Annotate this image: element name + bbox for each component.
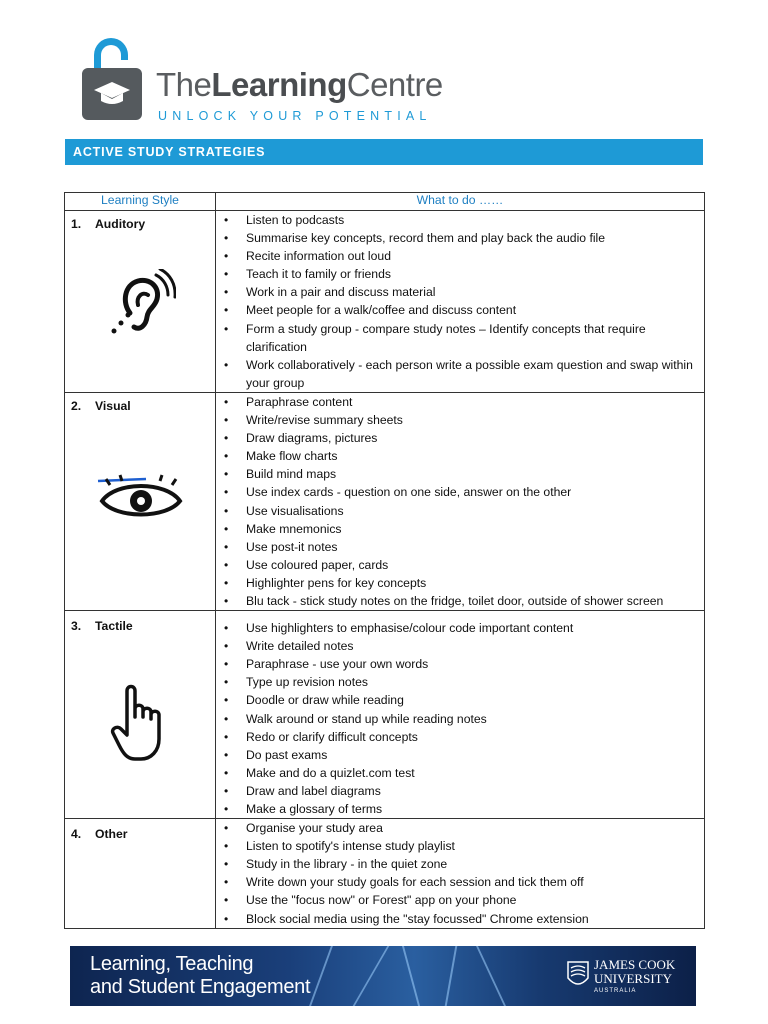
list-item: • Doodle or draw while reading [246, 691, 704, 709]
list-item: • Make and do a quizlet.com test [246, 764, 704, 782]
graduation-cap-icon [92, 78, 132, 110]
list-item: • Study in the library - in the quiet zone [246, 855, 704, 873]
style-label: Visual [95, 398, 131, 413]
list-item: • Listen to spotify's intense study playlist [246, 837, 704, 855]
list-item: • Teach it to family or friends [246, 265, 704, 283]
learning-centre-logo [80, 38, 443, 128]
list-item: • Make a glossary of terms [246, 800, 704, 818]
brand-name: TheLearningCentre [156, 66, 443, 103]
list-item: • Blu tack - stick study notes on the fridge, toilet door, outside of shower screen [246, 592, 704, 610]
list-item: • Use index cards - question on one side, answer on the other [246, 483, 704, 501]
table-row [65, 819, 705, 929]
footer-title: Learning, Teaching and Student Engagement [90, 953, 311, 998]
list-item: • Redo or clarify difficult concepts [246, 728, 704, 746]
list-item: • Summarise key concepts, record them and play back the audio file [246, 229, 704, 247]
style-cell-other [65, 819, 216, 929]
list-item: • Use visualisations [246, 502, 704, 520]
style-label: Auditory [95, 217, 146, 231]
list-item: • Draw diagrams, pictures [246, 429, 704, 447]
table-row [65, 611, 705, 819]
list-item: • Work in a pair and discuss material [246, 283, 704, 301]
actions-cell [216, 819, 705, 929]
hearing-icon [106, 269, 176, 349]
eye-icon [96, 473, 186, 523]
university-crest-icon [566, 960, 590, 990]
list-item: • Write/revise summary sheets [246, 411, 704, 429]
university-logo: JAMES COOK UNIVERSITY AUSTRALIA [566, 958, 678, 998]
list-item: • Organise your study area [246, 819, 704, 837]
list-item: • Write down your study goals for each session and tick them off [246, 873, 704, 891]
style-cell-tactile [65, 611, 216, 819]
padlock-icon [82, 68, 142, 120]
style-number: 2. [71, 398, 82, 413]
list-item: • Draw and label diagrams [246, 782, 704, 800]
style-number: 3. [71, 619, 82, 634]
table-row [65, 392, 705, 610]
tagline: UNLOCK YOUR POTENTIAL [158, 109, 432, 123]
style-number: 4. [71, 827, 82, 842]
list-item: • Recite information out loud [246, 247, 704, 265]
strategies-table [64, 192, 705, 929]
style-label: Tactile [95, 619, 133, 634]
list-item: • Listen to podcasts [246, 211, 704, 229]
actions-cell [216, 211, 705, 393]
list-item: • Work collaboratively - each person write a possible exam question and swap within your group [246, 356, 704, 392]
table-row [65, 211, 705, 393]
list-item: • Meet people for a walk/coffee and discuss content [246, 301, 704, 319]
section-title: ACTIVE STUDY STRATEGIES [65, 139, 703, 165]
action-list-other [216, 819, 704, 928]
list-item: • Use highlighters to emphasise/colour code important content [246, 619, 704, 637]
actions-cell [216, 611, 705, 819]
list-item: • Use the "focus now" or Forest" app on your phone [246, 891, 704, 909]
list-item: • Make flow charts [246, 447, 704, 465]
list-item: • Highlighter pens for key concepts [246, 574, 704, 592]
pointing-hand-icon [109, 683, 173, 763]
column-header-what-to-do: What to do …… [216, 193, 705, 211]
list-item: • Make mnemonics [246, 520, 704, 538]
list-item: • Do past exams [246, 746, 704, 764]
list-item: • Build mind maps [246, 465, 704, 483]
style-cell-auditory [65, 211, 216, 393]
table-header-row [65, 193, 705, 211]
list-item: • Use coloured paper, cards [246, 556, 704, 574]
action-list-tactile [216, 611, 704, 818]
action-list-auditory [216, 211, 704, 392]
list-item: • Form a study group - compare study notes – Identify concepts that require clarification [246, 320, 704, 356]
column-header-learning-style: Learning Style [65, 193, 216, 211]
style-number: 1. [71, 217, 82, 231]
list-item: • Use post-it notes [246, 538, 704, 556]
list-item: • Paraphrase content [246, 393, 704, 411]
list-item: • Walk around or stand up while reading notes [246, 710, 704, 728]
list-item: • Write detailed notes [246, 637, 704, 655]
list-item: • Block social media using the "stay focussed" Chrome extension [246, 910, 704, 928]
style-label: Other [95, 827, 128, 842]
footer-banner [70, 946, 696, 1006]
list-item: • Type up revision notes [246, 673, 704, 691]
actions-cell [216, 392, 705, 610]
action-list-visual [216, 393, 704, 610]
list-item: • Paraphrase - use your own words [246, 655, 704, 673]
style-cell-visual [65, 392, 216, 610]
